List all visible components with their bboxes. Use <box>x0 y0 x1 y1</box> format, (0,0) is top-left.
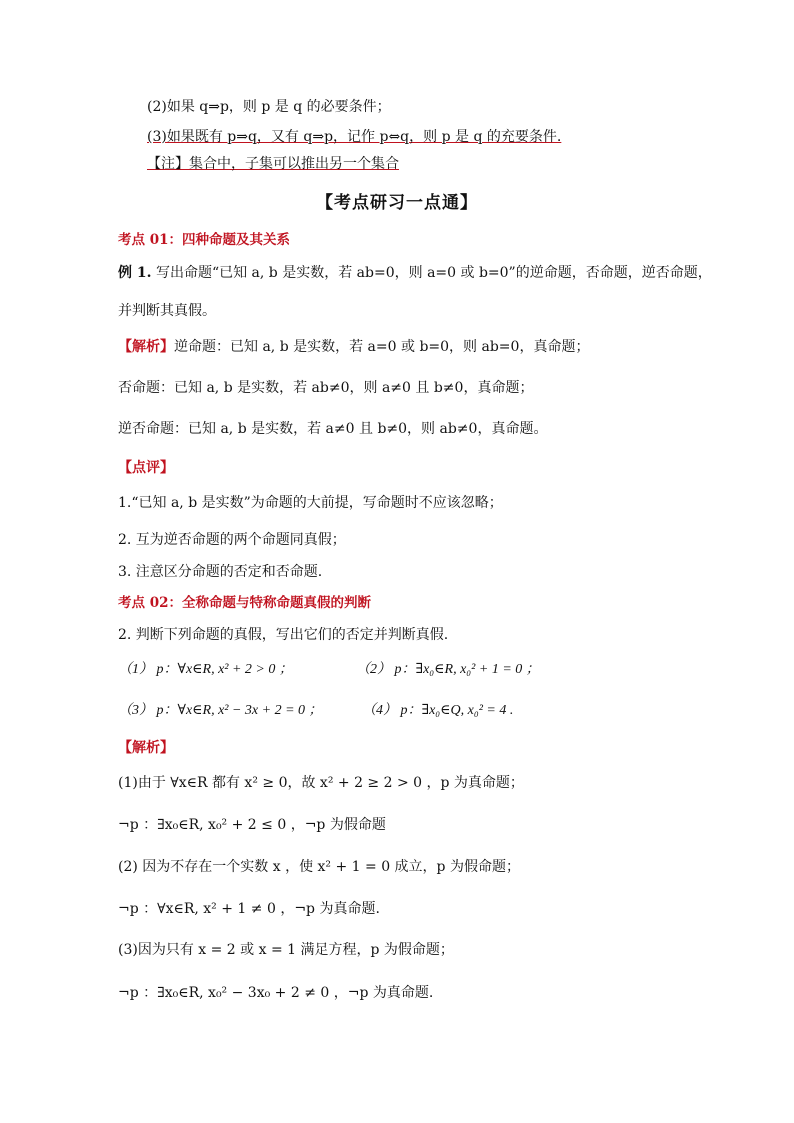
comment-2: 2. 互为逆否命题的两个命题同真假； <box>118 532 346 548</box>
negation-3: ¬p ：∃x₀∈R, x₀² − 3x₀ + 2 ≠ 0 ，¬p 为真命题. <box>118 985 434 1001</box>
comment-label: 【点评】 <box>118 460 174 476</box>
converse-proposition: 逆命题：已知 a, b 是实数，若 a=0 或 b=0，则 ab=0，真命题； <box>174 339 590 355</box>
example-2: 2. 判断下列命题的真假，写出它们的否定并判断真假. <box>118 627 449 643</box>
example-1-label: 例 1. <box>118 265 152 281</box>
comment-1: 1.“已知 a, b 是实数”为命题的大前提，写命题时不应该忽略； <box>118 495 503 511</box>
example-1 <box>118 262 712 282</box>
inverse-proposition: 否命题：已知 a, b 是实数，若 ab≠0，则 a≠0 且 b≠0，真命题； <box>118 380 534 396</box>
underlined-text: (3)如果既有 p⇒q，又有 q⇒p，记作 p⇔q，则 p 是 q 的充要条件. <box>147 129 562 145</box>
text-line-note <box>147 153 399 173</box>
proposition-3: （3） p：∀x∈R, x² − 3x + 2 = 0 ； <box>118 703 323 718</box>
negation-1: ¬p ：∃x₀∈R, x₀² + 2 ≤ 0 ，¬p 为假命题 <box>118 817 386 833</box>
text-line-necessary-condition: (2)如果 q⇒p，则 p 是 q 的必要条件； <box>147 99 391 115</box>
example-1-continuation: 并判断其真假。 <box>118 303 216 319</box>
negation-2: ¬p ：∀x∈R, x² + 1 ≠ 0 ，¬p 为真命题. <box>118 901 380 917</box>
example-1-text: 写出命题“已知 a, b 是实数，若 ab=0，则 a=0 或 b=0”的逆命题，否命题，逆否命题， <box>155 265 712 281</box>
solution-2: (2) 因为不存在一个实数 x ，使 x² + 1 = 0 成立，p 为假命题； <box>118 859 520 875</box>
text-line-sufficient-necessary <box>147 126 561 146</box>
proposition-2: （2） p：∃x₀∈R, x₀² + 1 = 0 ； <box>356 662 540 677</box>
analysis-1 <box>118 336 589 356</box>
solution-1: (1)由于 ∀x∈R 都有 x² ≥ 0，故 x² + 2 ≥ 2 > 0 ，p 为真命题； <box>118 775 524 791</box>
proposition-4: （4） p：∃x₀∈Q, x₀² = 4 . <box>362 703 514 718</box>
proposition-1: （1） p：∀x∈R, x² + 2 > 0 ； <box>118 662 293 677</box>
analysis-label: 【解析】 <box>118 339 174 355</box>
contrapositive-proposition: 逆否命题：已知 a, b 是实数，若 a≠0 且 b≠0，则 ab≠0，真命题。 <box>118 421 548 437</box>
comment-3: 3. 注意区分命题的否定和否命题. <box>118 564 323 580</box>
note-text: 【注】集合中，子集可以推出另一个集合 <box>147 156 399 172</box>
section-heading-01: 考点 01：四种命题及其关系 <box>118 232 290 248</box>
analysis-2-label: 【解析】 <box>118 740 174 756</box>
section-title: 【考点研习一点通】 <box>316 193 478 213</box>
section-heading-02: 考点 02：全称命题与特称命题真假的判断 <box>118 595 371 611</box>
solution-3: (3)因为只有 x = 2 或 x = 1 满足方程，p 为假命题； <box>118 942 454 958</box>
